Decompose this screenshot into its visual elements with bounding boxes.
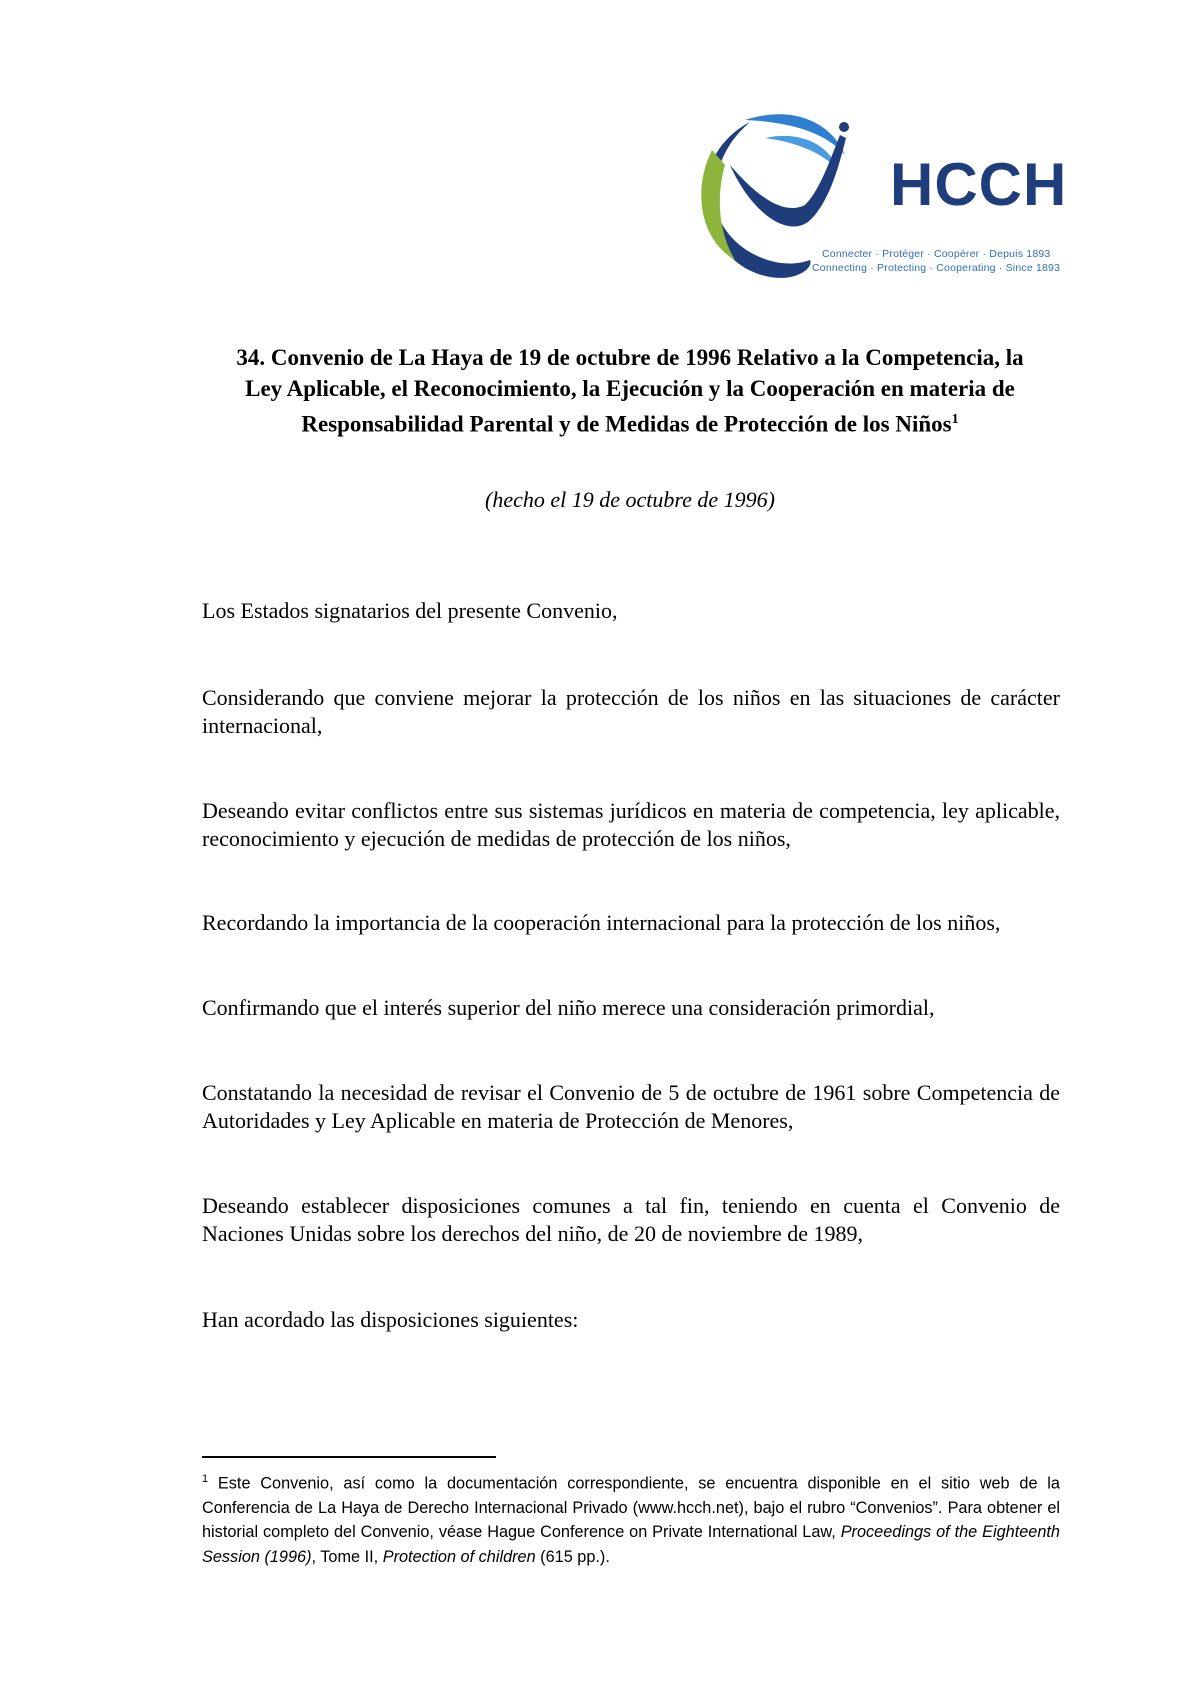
footnote-text-3: (615 pp.).	[535, 1547, 610, 1566]
footnote	[202, 1467, 1060, 1569]
title-line-1: 34. Convenio de La Haya de 19 de octubre de 1996 Relativo a la Competencia, la	[236, 345, 1024, 370]
document-title	[200, 342, 1060, 440]
logo-tagline-en: Connecting · Protecting · Cooperating · Since 1893	[812, 262, 1061, 274]
footnote-text-2: , Tome II,	[311, 1547, 383, 1566]
hcch-logo	[690, 110, 1068, 285]
footnote-text-1: Este Convenio, así como la documentación correspondiente, se encuentra disponible en el sitio web de la Conferencia de La Haya de Derecho Internacional Privado (www.hcch.net), bajo el rubro “Convenios”. Para obtener el historial completo del Convenio, véase Hague Conference on Private International Law,	[202, 1474, 1060, 1542]
footnote-italic-1: Proceedings of the Eighteenth Session (1996)	[202, 1523, 1060, 1566]
paragraph-confirmando: Confirmando que el interés superior del niño merece una consideración primordial,	[202, 995, 935, 1020]
paragraph-han-acordado: Han acordado las disposiciones siguientes:	[202, 1307, 579, 1332]
footnote-italic-2: Protection of children	[382, 1547, 536, 1566]
title-line-2: Ley Aplicable, el Reconocimiento, la Ejecución y la Cooperación en materia de	[245, 376, 1015, 401]
hcch-wordmark: HCCH	[890, 151, 1068, 218]
paragraph-deseando-evitar: Deseando evitar conflictos entre sus sistemas jurídicos en materia de competencia, ley aplicable, reconocimiento y ejecución de medidas de protección de los niños,	[202, 798, 1060, 851]
paragraph-deseando-establecer: Deseando establecer disposiciones comunes a tal fin, teniendo en cuenta el Convenio de Naciones Unidas sobre los derechos del niño, de 20 de noviembre de 1989,	[202, 1193, 1060, 1246]
title-line-3-wrap	[200, 404, 1060, 440]
footnote-number: 1	[202, 1473, 209, 1485]
paragraph-constatando: Constatando la necesidad de revisar el Convenio de 5 de octubre de 1961 sobre Competencia de Autoridades y Ley Aplicable en materia de Protección de Menores,	[202, 1080, 1060, 1133]
paragraph-recordando: Recordando la importancia de la cooperación internacional para la protección de los niños,	[202, 910, 1001, 935]
paragraph-preamble: Los Estados signatarios del presente Convenio,	[202, 598, 618, 623]
paragraph-considerando: Considerando que conviene mejorar la protección de los niños en las situaciones de carácter internacional,	[202, 685, 1060, 738]
logo-tagline-fr: Connecter · Protéger · Coopérer · Depuis 1893	[822, 248, 1051, 260]
title-line-3: Responsabilidad Parental y de Medidas de Protección de los Niños	[301, 411, 952, 437]
document-subtitle: (hecho el 19 de octubre de 1996)	[485, 487, 775, 512]
footnote-divider	[202, 1456, 496, 1458]
footnote-ref[interactable]: 1	[951, 412, 959, 427]
